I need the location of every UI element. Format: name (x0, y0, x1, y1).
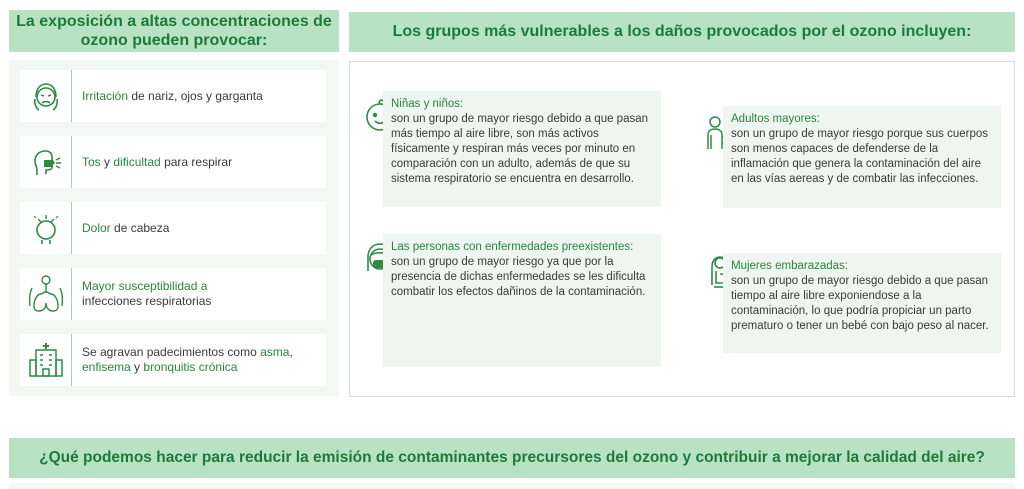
irritated-face-icon (20, 70, 72, 122)
group-title: Adultos mayores: (731, 113, 820, 125)
effect-text: Tos y dificultad para respirar (82, 154, 233, 169)
effect-text: Dolor de cabeza (82, 220, 170, 235)
effect-item (20, 334, 326, 386)
bottom-strip (9, 483, 1015, 489)
effect-item (20, 268, 326, 320)
groups-panel (349, 61, 1015, 397)
group-body: son un grupo de mayor riesgo debido a que pasan más tiempo al aire libre, son más activos físicamente y respiran más veces por minuto en comparación con un adulto, además de que su sistema respiratorio se encuentra en desarrollo. (391, 113, 649, 185)
group-body: son un grupo de mayor riesgo debido a que pasan tiempo al aire libre exponiendose a la contaminación, lo que podría propiciar un parto prematuro o tener un bebé con bajo peso al nacer. (731, 275, 989, 332)
effect-item (20, 136, 326, 188)
group-title: Mujeres embarazadas: (731, 260, 848, 272)
headache-icon (20, 202, 72, 254)
group-card-elderly (723, 106, 1001, 208)
coughing-person-icon (20, 136, 72, 188)
effect-text: Se agravan padecimientos como asma, enfisema y bronquitis crónica (82, 345, 293, 374)
group-body: son un grupo de mayor riesgo ya que por la presencia de dichas enfermedades se les dificulta combatir los efectos dañinos de la contaminación. (391, 256, 646, 298)
group-title: Las personas con enfermedades preexistentes: (391, 241, 634, 253)
bottom-question-banner: ¿Qué podemos hacer para reducir la emisión de contaminantes precursores del ozono y contribuir a mejorar la calidad del aire? (9, 438, 1015, 478)
lungs-icon (20, 268, 72, 320)
group-card-children (383, 91, 661, 207)
effect-text: Mayor susceptibilidad a infecciones respiratorias (82, 279, 212, 308)
hospital-icon (20, 334, 72, 386)
effects-panel (9, 60, 339, 396)
group-card-pregnant (723, 253, 1001, 353)
effect-item (20, 202, 326, 254)
effect-text: Irritación de nariz, ojos y garganta (82, 88, 263, 103)
group-body: son un grupo de mayor riesgo porque sus cuerpos son menos capaces de defenderse de la inflamación que genera la contaminación del aire en las vías aereas y de combatir las infecciones. (731, 128, 988, 185)
right-section-title: Los grupos más vulnerables a los daños provocados por el ozono incluyen: (349, 12, 1015, 52)
effect-item (20, 70, 326, 122)
group-title: Niñas y niños: (391, 98, 464, 110)
left-section-title: La exposición a altas concentraciones de ozono pueden provocar: (9, 10, 339, 52)
group-card-preexisting (383, 234, 661, 367)
